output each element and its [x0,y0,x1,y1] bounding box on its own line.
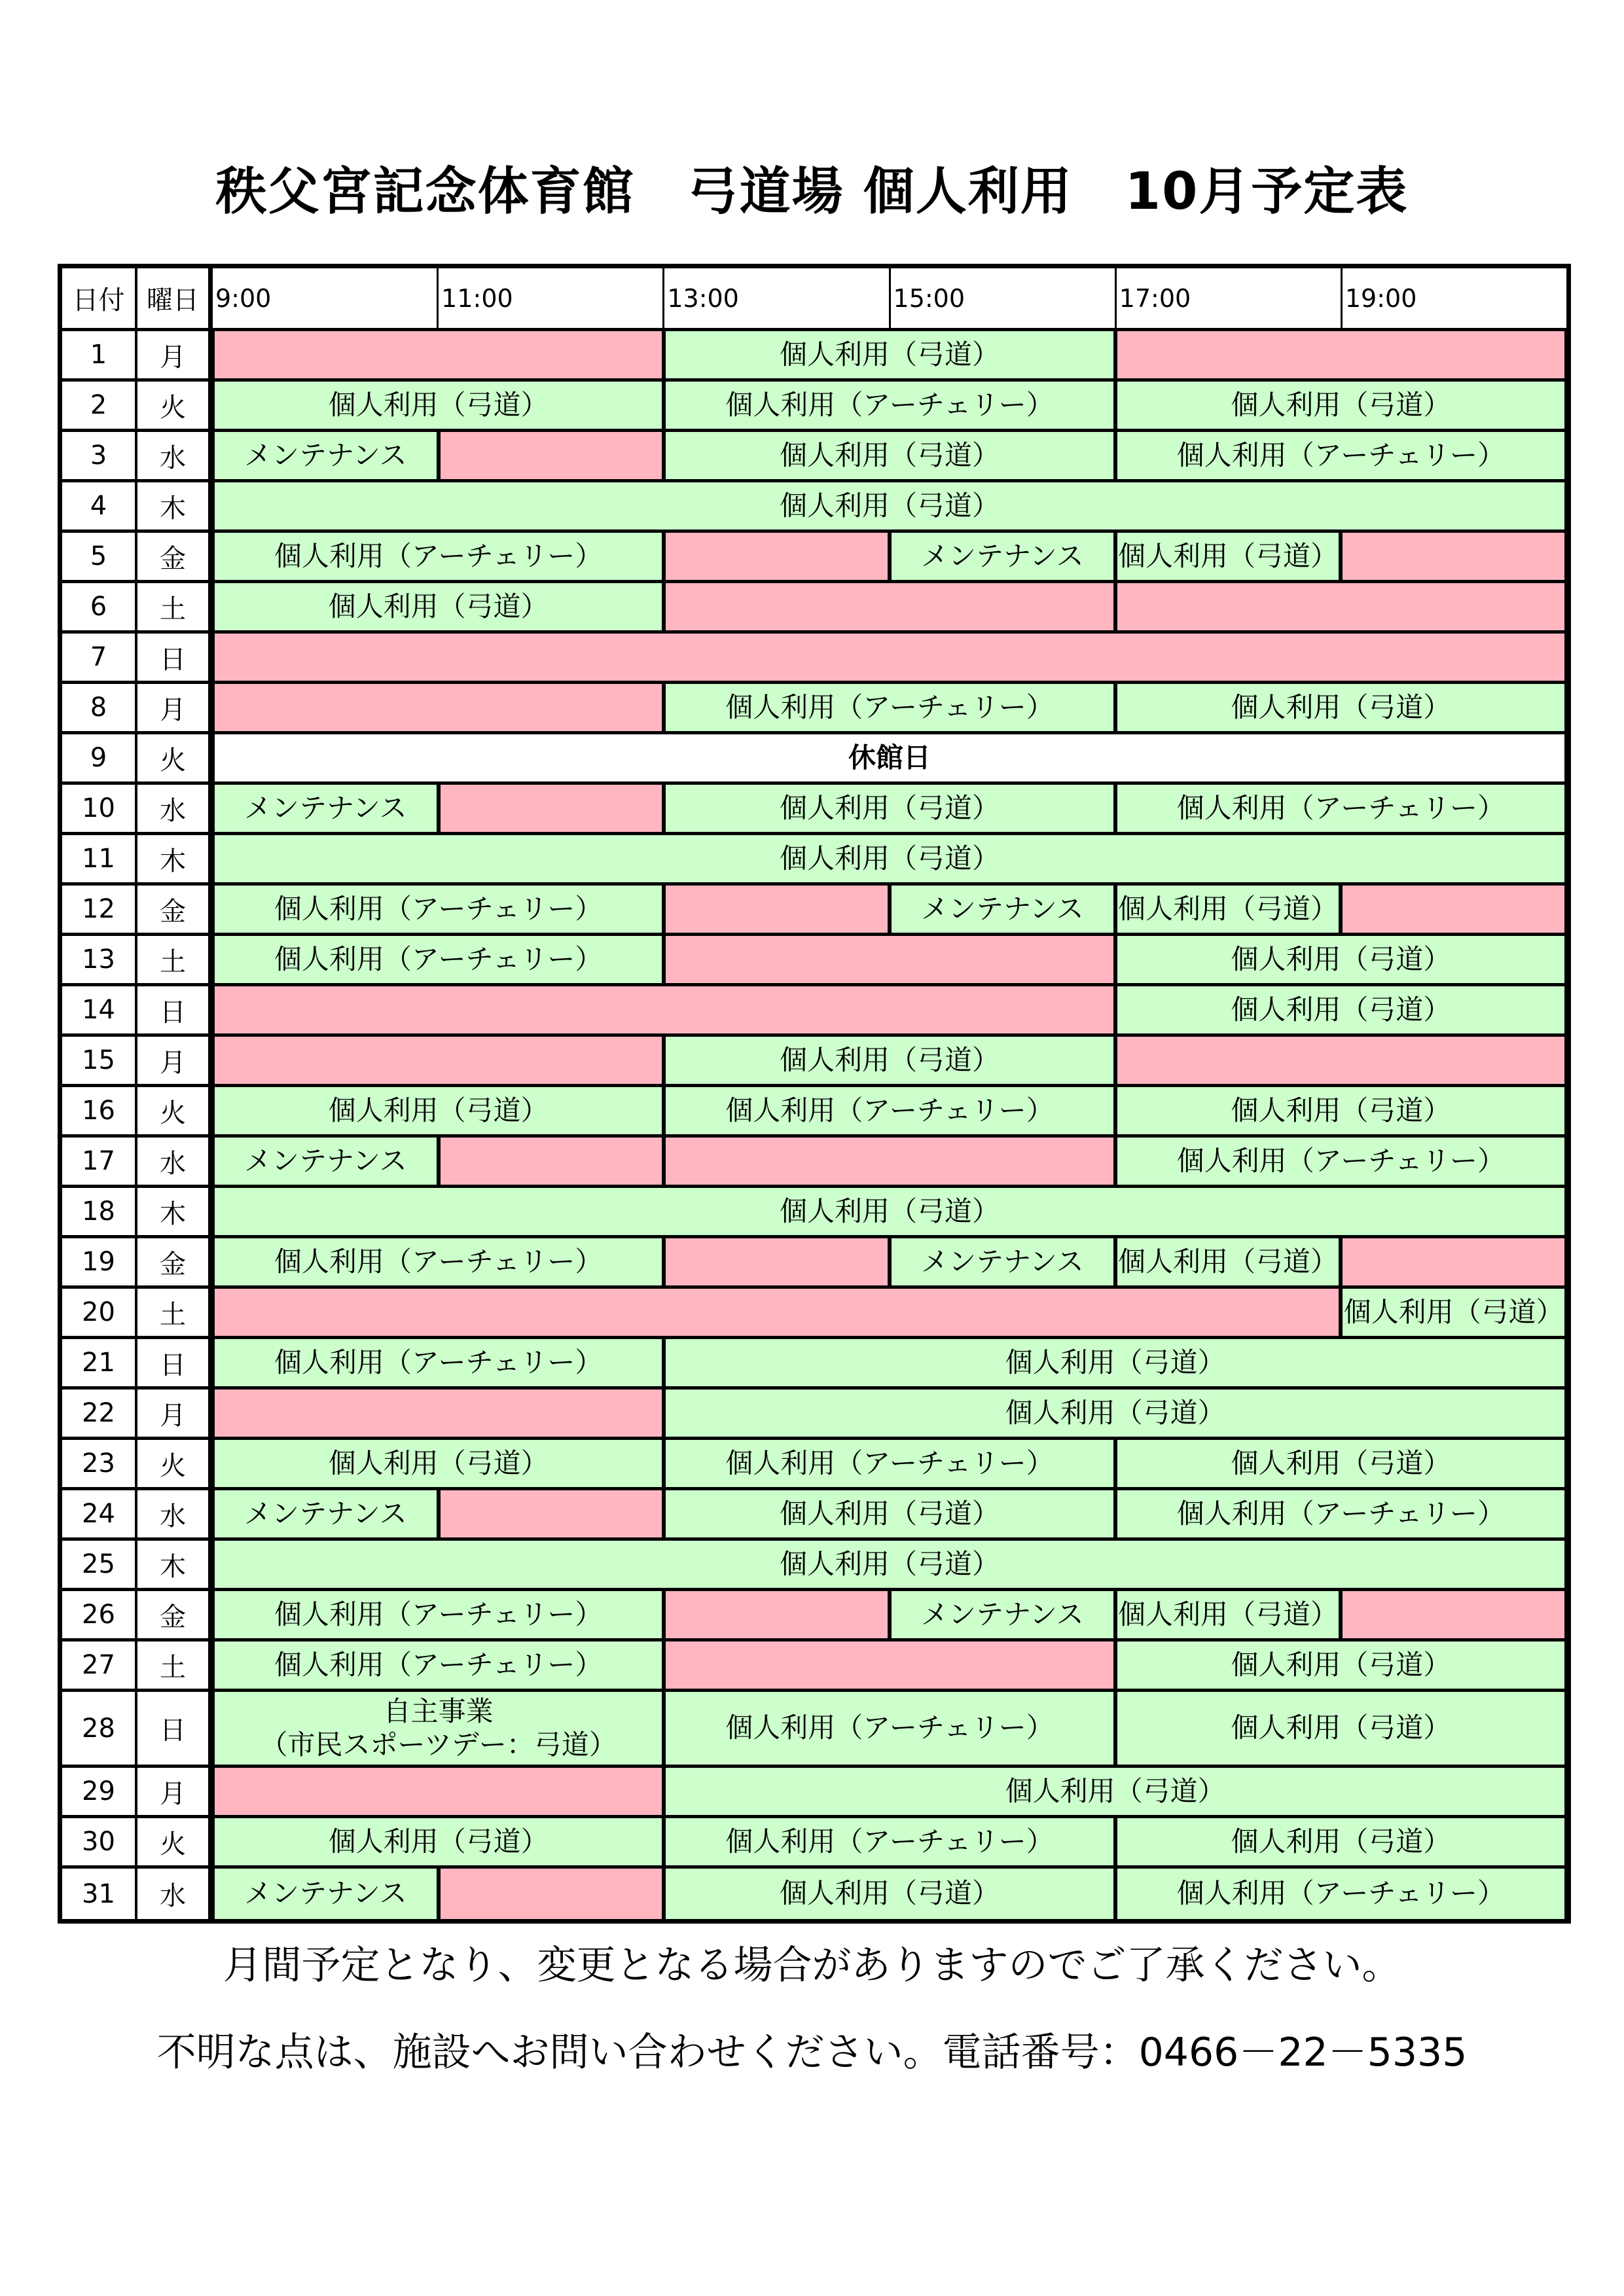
date-cell: 12 [62,886,137,933]
unavailable-block [213,331,664,378]
unavailable-block [1341,886,1566,933]
unavailable-block [213,1289,1341,1336]
booking-block: 個人利用（弓道） [1115,1238,1341,1285]
schedule-row [62,533,1566,583]
booking-block: 個人利用（弓道） [664,432,1115,479]
booking-block: 個人利用（弓道） [1115,1692,1566,1765]
date-cell: 22 [62,1390,137,1437]
booking-block: 個人利用（弓道） [664,1768,1566,1815]
booking-block: 個人利用（弓道） [213,1440,664,1487]
booking-block: 個人利用（弓道） [664,1490,1115,1537]
time-slots [213,835,1566,882]
unavailable-block [213,1390,664,1437]
day-of-week-cell: 金 [137,886,213,933]
unavailable-block [664,533,890,580]
booking-block: 個人利用（弓道） [664,1869,1115,1919]
time-slots [213,1541,1566,1588]
unavailable-block [439,1869,664,1919]
day-of-week-cell: 水 [137,1490,213,1537]
time-label: 15:00 [891,268,1117,328]
unavailable-block [213,634,1566,681]
booking-block: 個人利用（弓道） [664,785,1115,832]
time-slots [213,1869,1566,1919]
schedule-table [58,264,1571,1924]
time-slots [213,936,1566,983]
booking-block: 個人利用（弓道） [1115,382,1566,429]
schedule-row [62,1238,1566,1289]
date-cell: 20 [62,1289,137,1336]
time-slots [213,1087,1566,1134]
date-cell: 14 [62,986,137,1033]
date-cell: 31 [62,1869,137,1919]
booking-block: 個人利用（弓道） [213,1818,664,1865]
date-cell: 17 [62,1138,137,1185]
schedule-row [62,1692,1566,1768]
day-of-week-cell: 木 [137,1541,213,1588]
date-cell: 24 [62,1490,137,1537]
schedule-row [62,482,1566,533]
unavailable-block [664,936,1115,983]
booking-block: 個人利用（弓道） [1115,936,1566,983]
time-slots [213,1289,1566,1336]
closed-day-block: 休館日 [213,734,1566,781]
booking-block: メンテナンス [890,1591,1115,1638]
notice-schedule-change: 月間予定となり、変更となる場合がありますのでご了承ください。 [223,1943,1401,1988]
booking-block: 個人利用（アーチェリー） [213,886,664,933]
day-of-week-cell: 月 [137,1037,213,1084]
date-cell: 1 [62,331,137,378]
day-of-week-cell: 土 [137,1289,213,1336]
time-label: 19:00 [1344,283,1417,313]
day-of-week-cell: 木 [137,835,213,882]
time-slots [213,533,1566,580]
schedule-row [62,936,1566,986]
schedule-row [62,734,1566,785]
unavailable-block [664,1591,890,1638]
unavailable-block [439,785,664,832]
time-slots [213,986,1566,1033]
schedule-row [62,1289,1566,1339]
booking-block: 個人利用（アーチェリー） [213,1591,664,1638]
schedule-row [62,1541,1566,1591]
schedule-row [62,583,1566,634]
unavailable-block [439,1138,664,1185]
unavailable-block [664,583,1115,630]
booking-block: 個人利用（弓道） [213,1188,1566,1235]
day-of-week-cell: 日 [137,1692,213,1765]
time-slots [213,1591,1566,1638]
time-slots [213,1188,1566,1235]
date-cell: 28 [62,1692,137,1765]
booking-block: 個人利用（アーチェリー） [1115,1138,1566,1185]
booking-block: 個人利用（アーチェリー） [213,936,664,983]
booking-block: メンテナンス [213,1869,439,1919]
booking-block: 個人利用（弓道） [1115,1087,1566,1134]
booking-block: 個人利用（弓道） [1115,1591,1341,1638]
time-slots [213,886,1566,933]
booking-block: 個人利用（アーチェリー） [664,1087,1115,1134]
time-slots [213,1641,1566,1689]
unavailable-block [1341,1591,1566,1638]
schedule-row [62,986,1566,1037]
time-slots [213,1440,1566,1487]
day-of-week-cell: 火 [137,1087,213,1134]
booking-block: 個人利用（弓道） [1115,1440,1566,1487]
booking-block: 個人利用（弓道） [1115,886,1341,933]
date-cell: 29 [62,1768,137,1815]
booking-block: 個人利用（弓道） [213,382,664,429]
booking-block: 個人利用（アーチェリー） [213,1339,664,1386]
booking-block: 個人利用（弓道） [1115,1641,1566,1689]
booking-block: 個人利用（アーチェリー） [213,533,664,580]
unavailable-block [213,1037,664,1084]
day-of-week-cell: 水 [137,1138,213,1185]
booking-block: 個人利用（弓道） [213,482,1566,529]
day-of-week-cell: 金 [137,533,213,580]
date-cell: 11 [62,835,137,882]
date-cell: 15 [62,1037,137,1084]
day-of-week-cell: 月 [137,684,213,731]
date-cell: 5 [62,533,137,580]
date-cell: 25 [62,1541,137,1588]
day-of-week-cell: 水 [137,785,213,832]
booking-block: 個人利用（アーチェリー） [664,1440,1115,1487]
booking-block: 個人利用（弓道） [664,1339,1566,1386]
day-of-week-cell: 月 [137,331,213,378]
booking-block: 個人利用（弓道） [1115,684,1566,731]
date-cell: 27 [62,1641,137,1689]
date-cell: 8 [62,684,137,731]
date-cell: 30 [62,1818,137,1865]
schedule-row [62,835,1566,886]
date-cell: 4 [62,482,137,529]
day-of-week-cell: 金 [137,1238,213,1285]
unavailable-block [439,1490,664,1537]
unavailable-block [664,886,890,933]
day-of-week-cell: 火 [137,382,213,429]
time-slots [213,1692,1566,1765]
date-cell: 3 [62,432,137,479]
schedule-row [62,1591,1566,1641]
booking-block: 個人利用（アーチェリー） [664,1692,1115,1765]
unavailable-block [1341,533,1566,580]
booking-block: 個人利用（弓道） [1115,986,1566,1033]
schedule-row [62,331,1566,382]
unavailable-block [1115,331,1566,378]
schedule-row [62,1037,1566,1087]
day-of-week-cell: 金 [137,1591,213,1638]
time-slots [213,1037,1566,1084]
time-slots [213,331,1566,378]
time-slots [213,785,1566,832]
time-slots [213,634,1566,681]
unavailable-block [1115,583,1566,630]
schedule-row [62,785,1566,835]
time-label: 17:00 [1117,268,1343,328]
booking-block: メンテナンス [890,1238,1115,1285]
unavailable-block [664,1238,890,1285]
schedule-row [62,1490,1566,1541]
booking-block: 個人利用（アーチェリー） [213,1641,664,1689]
booking-block: 個人利用（アーチェリー） [1115,432,1566,479]
date-cell: 6 [62,583,137,630]
time-label: 13:00 [664,268,890,328]
date-cell: 9 [62,734,137,781]
time-slots [213,382,1566,429]
unavailable-block [213,986,1115,1033]
booking-block: 個人利用（アーチェリー） [664,382,1115,429]
booking-block: 個人利用（弓道） [664,1390,1566,1437]
booking-block: 個人利用（アーチェリー） [213,1238,664,1285]
booking-block: メンテナンス [213,432,439,479]
day-of-week-cell: 火 [137,1818,213,1865]
time-slots [213,1818,1566,1865]
time-slots [213,684,1566,731]
time-slots [213,482,1566,529]
booking-block: 個人利用（弓道） [1115,533,1341,580]
booking-block: 個人利用（弓道） [213,1087,664,1134]
time-slots [213,1339,1566,1386]
booking-block: 個人利用（弓道） [213,835,1566,882]
schedule-row [62,634,1566,684]
booking-block: メンテナンス [213,1490,439,1537]
date-cell: 16 [62,1087,137,1134]
day-of-week-cell: 木 [137,1188,213,1235]
schedule-row [62,432,1566,482]
time-slots [213,734,1566,781]
header-day-of-week: 曜日 [137,268,213,328]
day-of-week-cell: 月 [137,1768,213,1815]
unavailable-block [213,1768,664,1815]
unavailable-block [1115,1037,1566,1084]
unavailable-block [213,684,664,731]
day-of-week-cell: 木 [137,482,213,529]
unavailable-block [1341,1238,1566,1285]
day-of-week-cell: 土 [137,583,213,630]
schedule-row [62,1768,1566,1818]
booking-block: 個人利用（弓道） [664,331,1115,378]
schedule-row [62,1390,1566,1440]
booking-block: メンテナンス [890,886,1115,933]
date-cell: 21 [62,1339,137,1386]
day-of-week-cell: 日 [137,1339,213,1386]
header-row [62,268,1566,331]
booking-block: 個人利用（弓道） [213,1541,1566,1588]
date-cell: 7 [62,634,137,681]
notice-contact: 不明な点は、施設へお問い合わせください。電話番号：0466－22－5335 [156,2030,1468,2075]
booking-block: 個人利用（弓道） [1341,1289,1566,1336]
unavailable-block [439,432,664,479]
time-label: 11:00 [439,268,664,328]
booking-block: 個人利用（アーチェリー） [1115,1869,1566,1919]
day-of-week-cell: 水 [137,1869,213,1919]
date-cell: 18 [62,1188,137,1235]
time-slots [213,1768,1566,1815]
booking-block: メンテナンス [890,533,1115,580]
booking-block: 自主事業 （市民スポーツデー：弓道） [213,1692,664,1765]
booking-block: 個人利用（アーチェリー） [1115,1490,1566,1537]
day-of-week-cell: 土 [137,936,213,983]
schedule-row [62,1818,1566,1869]
schedule-row [62,1869,1566,1919]
booking-block: 個人利用（アーチェリー） [664,684,1115,731]
time-slots [213,583,1566,630]
schedule-row [62,1188,1566,1238]
time-slots [213,1490,1566,1537]
date-cell: 19 [62,1238,137,1285]
time-slots [213,1138,1566,1185]
day-of-week-cell: 月 [137,1390,213,1437]
time-label: 9:00 [213,268,439,328]
date-cell: 13 [62,936,137,983]
day-of-week-cell: 日 [137,986,213,1033]
booking-block: メンテナンス [213,1138,439,1185]
schedule-row [62,684,1566,734]
time-slots [213,432,1566,479]
day-of-week-cell: 火 [137,734,213,781]
schedule-row [62,886,1566,936]
time-slots [213,1390,1566,1437]
booking-block: 個人利用（弓道） [664,1037,1115,1084]
day-of-week-cell: 火 [137,1440,213,1487]
time-header [213,268,1566,328]
unavailable-block [664,1641,1115,1689]
date-cell: 23 [62,1440,137,1487]
date-cell: 10 [62,785,137,832]
schedule-row [62,382,1566,432]
booking-block: 個人利用（弓道） [213,583,664,630]
day-of-week-cell: 日 [137,634,213,681]
date-cell: 26 [62,1591,137,1638]
schedule-row [62,1641,1566,1692]
date-cell: 2 [62,382,137,429]
schedule-row [62,1339,1566,1390]
booking-block: 個人利用（アーチェリー） [1115,785,1566,832]
unavailable-block [664,1138,1115,1185]
booking-block: メンテナンス [213,785,439,832]
page-title: 秩父宮記念体育館 弓道場 個人利用 10月予定表 [215,162,1409,221]
header-date: 日付 [62,268,137,328]
booking-block: 個人利用（アーチェリー） [664,1818,1115,1865]
time-slots [213,1238,1566,1285]
schedule-row [62,1087,1566,1138]
schedule-row [62,1440,1566,1490]
schedule-row [62,1138,1566,1188]
day-of-week-cell: 土 [137,1641,213,1689]
booking-block: 個人利用（弓道） [1115,1818,1566,1865]
day-of-week-cell: 水 [137,432,213,479]
